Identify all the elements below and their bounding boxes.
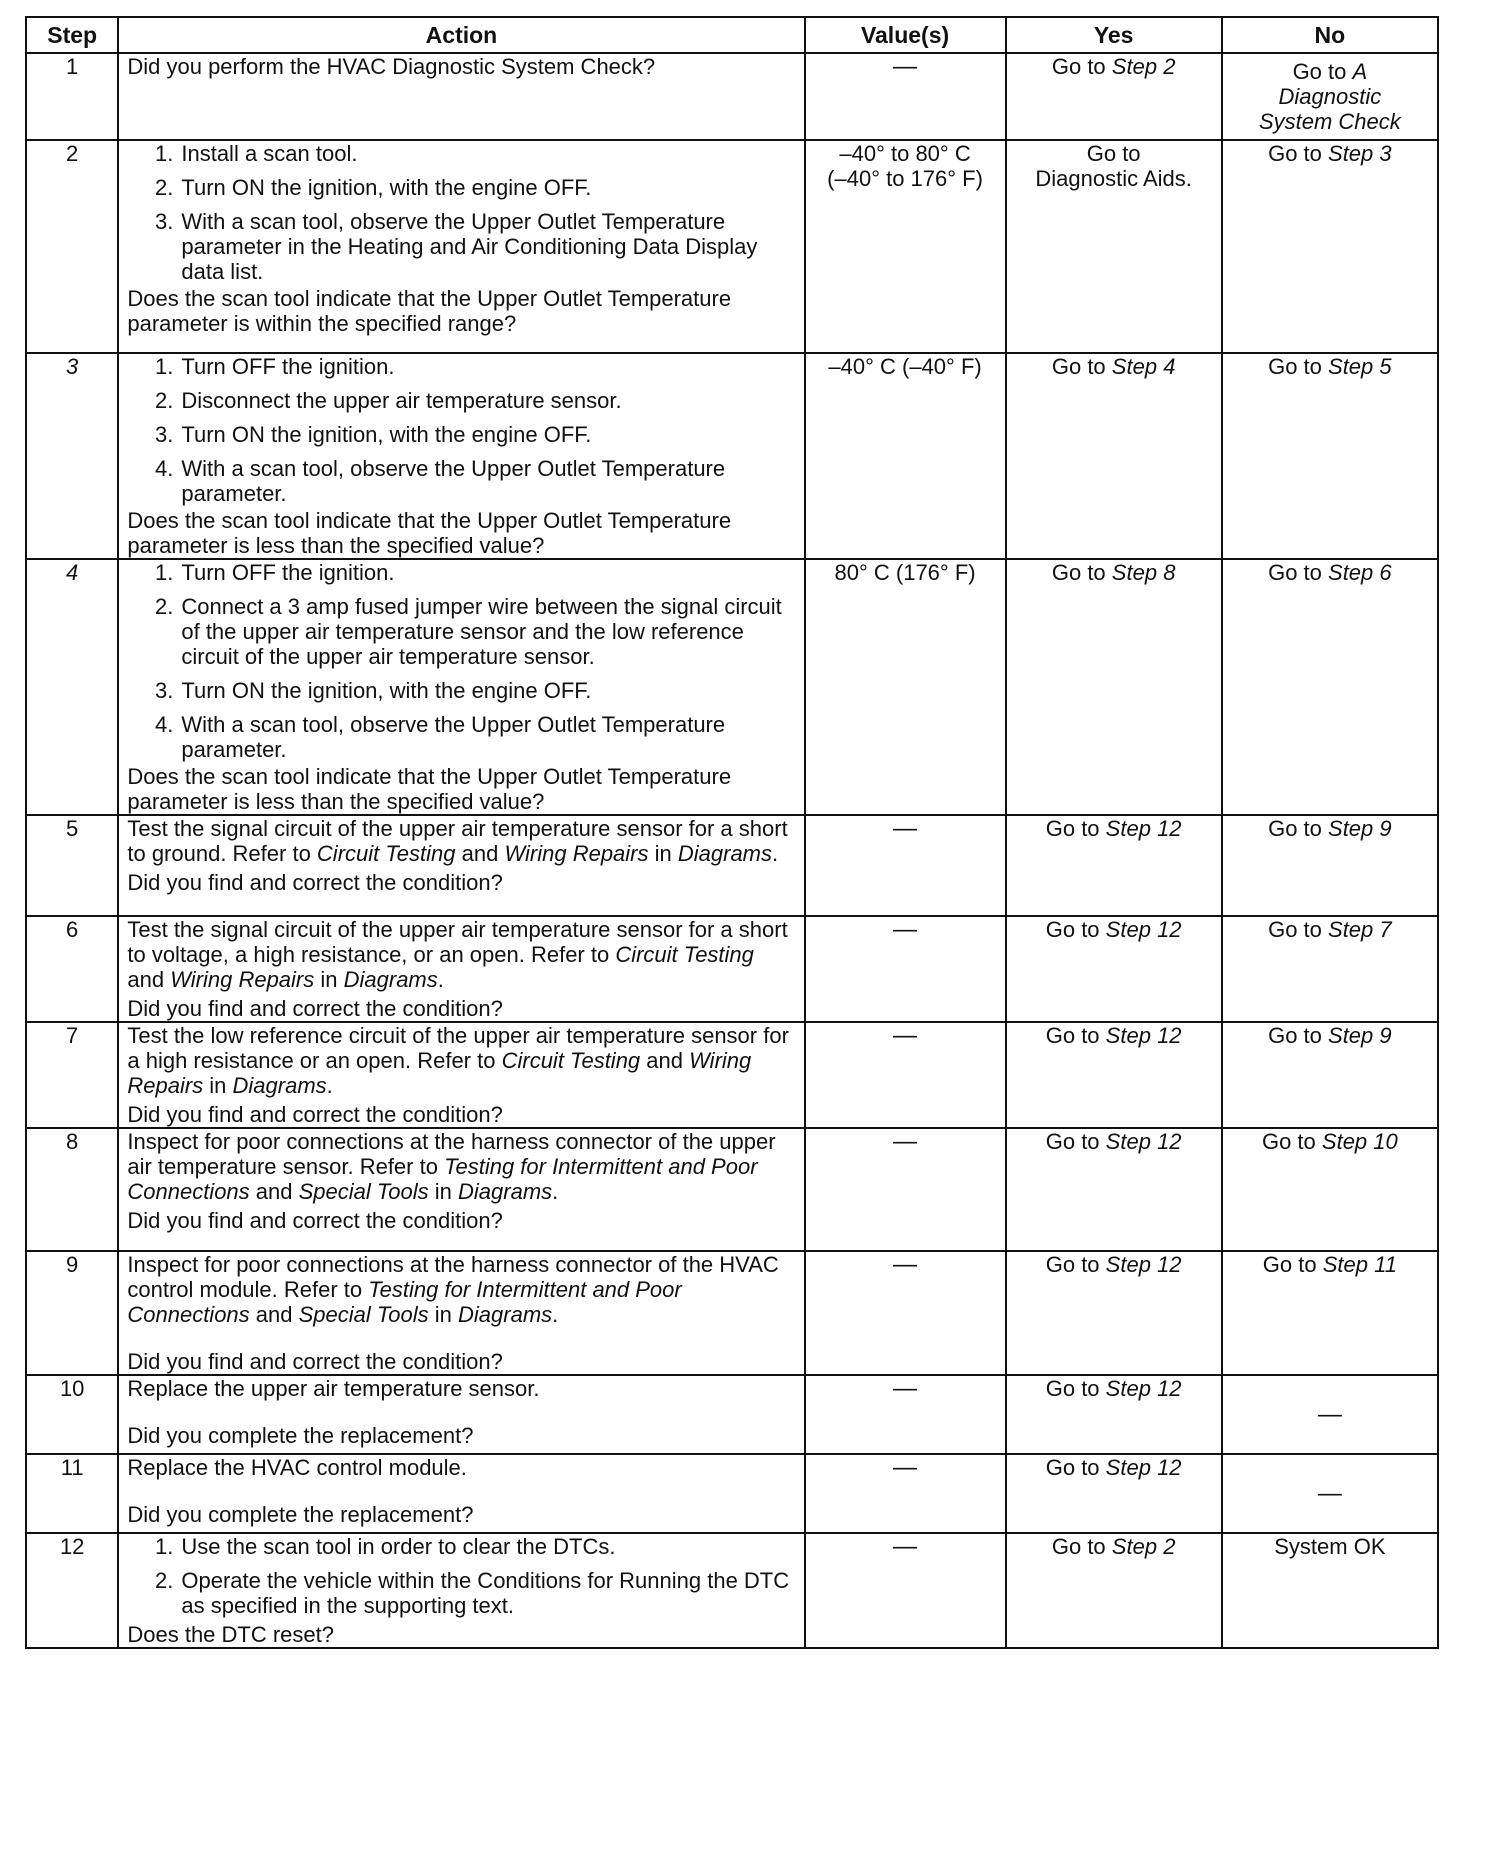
action-question: Does the DTC reset? [127,1622,334,1647]
step-link[interactable]: Step 12 [1105,1129,1182,1154]
ref-link[interactable]: Wiring Repairs [504,841,649,866]
step-number: 9 [26,1251,118,1375]
no-link-diagnostic[interactable]: Diagnostic [1278,84,1382,109]
action-question: Does the scan tool indicate that the Upper Outlet Temperature parameter is less than the specified value? [127,764,732,814]
no-link-a[interactable]: A [1352,59,1368,84]
value-cell: — [805,1022,1006,1128]
ref-link[interactable]: Diagrams [343,967,438,992]
table-row [26,1128,1438,1251]
action-steps [127,141,795,284]
step-link[interactable]: Step 2 [1111,1534,1176,1559]
step-link[interactable]: Step 6 [1328,560,1392,585]
step-link[interactable]: Step 2 [1111,54,1176,79]
step-number: 12 [26,1533,118,1648]
step-link[interactable]: Step 9 [1328,1023,1392,1048]
ref-link[interactable]: Special Tools [298,1179,429,1204]
ref-link[interactable]: Testing for Intermittent and Poor Connections [127,1277,682,1327]
table-row [26,140,1438,353]
ref-link[interactable]: Circuit Testing [501,1048,641,1073]
header-action: Action [118,17,804,53]
list-item: 1. Use the scan tool in order to clear the DTCs. [155,1534,616,1559]
action-question: Did you find and correct the condition? [127,1102,503,1127]
no-cell: Go to Step 5 [1222,353,1438,559]
list-item: 4. With a scan tool, observe the Upper Outlet Temperature parameter. [155,456,726,506]
action-text: Replace the upper air temperature sensor. [127,1376,540,1401]
step-link[interactable]: Step 12 [1105,1023,1182,1048]
system-ok-text: System OK [1274,1534,1386,1559]
table-row [26,559,1438,815]
action-question: Did you find and correct the condition? [127,1349,503,1374]
yes-cell: Go to Step 4 [1006,353,1222,559]
step-link[interactable]: Step 10 [1321,1129,1398,1154]
no-cell: Go to Step 10 [1222,1128,1438,1251]
ref-link[interactable]: Testing for Intermittent and Poor Connections [127,1154,758,1204]
header-yes: Yes [1006,17,1222,53]
ref-link[interactable]: Diagrams [458,1302,553,1327]
table-row [26,1022,1438,1128]
diagnostic-table [25,16,1439,1649]
value-cell: — [805,1454,1006,1533]
table-row [26,815,1438,916]
value-cell: 80° C (176° F) [805,559,1006,815]
value-cell: — [805,1251,1006,1375]
step-number: 5 [26,815,118,916]
step-number: 8 [26,1128,118,1251]
step-link[interactable]: Step 3 [1328,141,1392,166]
action-question: Did you complete the replacement? [127,1502,474,1527]
no-cell: Go to Step 7 [1222,916,1438,1022]
ref-link[interactable]: Special Tools [298,1302,429,1327]
step-link[interactable]: Step 12 [1105,816,1182,841]
no-cell: — [1222,1375,1438,1454]
header-values: Value(s) [805,17,1006,53]
header-no: No [1222,17,1438,53]
no-cell: Go to Step 3 [1222,140,1438,353]
action-question: Does the scan tool indicate that the Upper Outlet Temperature parameter is within the specified range? [127,286,732,336]
step-number: 1 [26,53,118,140]
no-cell [1222,1533,1438,1648]
action-cell [118,140,804,353]
list-item: 3. Turn ON the ignition, with the engine OFF. [155,422,592,447]
action-question: Does the scan tool indicate that the Upper Outlet Temperature parameter is less than the specified value? [127,508,732,558]
action-steps [127,1534,795,1618]
no-link-system-check[interactable]: System Check [1258,109,1401,134]
yes-cell: Go to Step 12 [1006,1022,1222,1128]
step-link[interactable]: Step 5 [1328,354,1392,379]
step-number: 2 [26,140,118,353]
ref-link[interactable]: Diagrams [677,841,773,866]
action-text: Test the signal circuit of the upper air temperature sensor for a short to ground. Refer to Circuit Testing and Wiring Repairs in Diagrams. [127,816,788,866]
ref-link[interactable]: Circuit Testing [316,841,456,866]
action-steps [127,354,795,506]
no-cell: — [1222,1454,1438,1533]
table-row [26,1375,1438,1454]
yes-cell: Go to Step 12 [1006,916,1222,1022]
yes-cell: Go to Diagnostic Aids. [1006,140,1222,353]
yes-cell: Go to Step 2 [1006,53,1222,140]
diagnostic-aids-link[interactable]: Diagnostic Aids. [1035,166,1192,191]
list-item: 2. Disconnect the upper air temperature sensor. [155,388,622,413]
table-row [26,353,1438,559]
step-link[interactable]: Step 8 [1111,560,1176,585]
header-row [26,17,1438,53]
list-item: 2. Operate the vehicle within the Conditions for Running the DTC as specified in the supporting text. [155,1568,790,1618]
action-cell [118,815,804,916]
ref-link[interactable]: Circuit Testing [615,942,754,967]
list-item: 2. Turn ON the ignition, with the engine OFF. [155,175,592,200]
list-item: 1. Install a scan tool. [155,141,358,166]
step-link[interactable]: Step 12 [1105,1376,1182,1401]
list-item: 1. Turn OFF the ignition. [155,354,395,379]
action-steps [127,560,795,762]
step-link[interactable]: Step 12 [1105,917,1182,942]
action-question: Did you perform the HVAC Diagnostic System Check? [127,54,656,79]
action-cell [118,1533,804,1648]
value-cell: — [805,1128,1006,1251]
step-number: 6 [26,916,118,1022]
yes-cell: Go to Step 2 [1006,1533,1222,1648]
no-cell: Go to Step 9 [1222,1022,1438,1128]
yes-cell: Go to Step 12 [1006,1454,1222,1533]
list-item: 4. With a scan tool, observe the Upper Outlet Temperature parameter. [155,712,726,762]
yes-cell: Go to Step 8 [1006,559,1222,815]
yes-cell: Go to Step 12 [1006,1128,1222,1251]
value-cell: — [805,916,1006,1022]
no-cell: Go to A Diagnostic System Check [1222,53,1438,140]
step-number: 7 [26,1022,118,1128]
no-cell: Go to Step 6 [1222,559,1438,815]
action-question: Did you find and correct the condition? [127,996,503,1021]
yes-cell: Go to Step 12 [1006,1251,1222,1375]
step-link[interactable]: Step 12 [1105,1252,1182,1277]
list-item: 2. Connect a 3 amp fused jumper wire between the signal circuit of the upper air temperature sensor and the low reference circuit of the upper air temperature sensor. [155,594,782,669]
value-cell: — [805,53,1006,140]
value-cell: –40° C (–40° F) [805,353,1006,559]
table-row [26,1533,1438,1648]
action-cell [118,1022,804,1128]
value-cell: — [805,1375,1006,1454]
action-cell [118,916,804,1022]
list-item: 3. Turn ON the ignition, with the engine OFF. [155,678,592,703]
table-row [26,53,1438,140]
step-link[interactable]: Step 7 [1328,917,1392,942]
action-text: Test the signal circuit of the upper air temperature sensor for a short to voltage, a high resistance, or an open. Refer to Circuit Testing and Wiring Repairs in Diagrams. [127,917,788,992]
step-number: 11 [26,1454,118,1533]
action-cell [118,53,804,140]
list-item: 3. With a scan tool, observe the Upper Outlet Temperature parameter in the Heating and Air Conditioning Data Display data list. [155,209,758,284]
action-cell [118,559,804,815]
list-item: 1. Turn OFF the ignition. [155,560,395,585]
action-cell [118,1251,804,1375]
action-cell [118,1375,804,1454]
table-row [26,916,1438,1022]
step-link[interactable]: Step 4 [1111,354,1176,379]
no-cell: Go to Step 11 [1222,1251,1438,1375]
ref-link[interactable]: Wiring Repairs [127,1048,752,1098]
action-cell [118,1454,804,1533]
header-step: Step [26,17,118,53]
action-text: Inspect for poor connections at the harness connector of the upper air temperature sensor. Refer to Testing for Intermittent and Poor Connections and Special Tools in Diagrams. [127,1129,776,1204]
step-link[interactable]: Step 12 [1105,1455,1182,1480]
table-row [26,1454,1438,1533]
step-number: 3 [26,353,118,559]
action-cell [118,353,804,559]
action-text: Test the low reference circuit of the upper air temperature sensor for a high resistance or an open. Refer to Circuit Testing and Wiring Repairs in Diagrams. [127,1023,789,1098]
action-question: Did you find and correct the condition? [127,1208,503,1233]
ref-link[interactable]: Wiring Repairs [170,967,315,992]
no-cell: Go to Step 9 [1222,815,1438,916]
ref-link[interactable]: Diagrams [458,1179,553,1204]
action-cell [118,1128,804,1251]
value-cell: –40° to 80° C (–40° to 176° F) [805,140,1006,353]
step-link[interactable]: Step 11 [1322,1252,1397,1277]
yes-cell: Go to Step 12 [1006,1375,1222,1454]
yes-cell: Go to Step 12 [1006,815,1222,916]
ref-link[interactable]: Diagrams [232,1073,327,1098]
step-number: 10 [26,1375,118,1454]
action-text: Replace the HVAC control module. [127,1455,467,1480]
value-cell: — [805,1533,1006,1648]
step-link[interactable]: Step 9 [1328,816,1392,841]
table-row [26,1251,1438,1375]
action-question: Did you find and correct the condition? [127,870,503,895]
step-number: 4 [26,559,118,815]
action-question: Did you complete the replacement? [127,1423,474,1448]
action-text: Inspect for poor connections at the harness connector of the HVAC control module. Refer to Testing for Intermittent and Poor Connections and Special Tools in Diagrams. [127,1252,779,1327]
value-cell: — [805,815,1006,916]
